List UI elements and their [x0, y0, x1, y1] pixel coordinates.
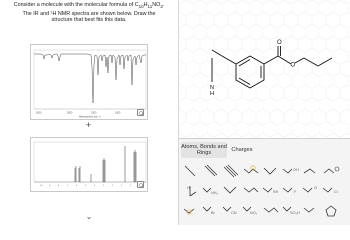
chain-tool-4[interactable]	[261, 203, 281, 219]
ir-spectrum-plot	[31, 45, 149, 121]
oxygen-chain-tool[interactable]	[241, 163, 261, 179]
chain-tool-2[interactable]	[261, 163, 281, 179]
atom-o-ketone: O	[277, 40, 282, 46]
chain-icon	[321, 183, 341, 199]
nh2-tool[interactable]	[201, 183, 221, 199]
chain-icon	[321, 163, 341, 179]
chevron-down-icon[interactable]: ⌄	[85, 212, 93, 221]
ir-tick-2000: 2000	[67, 111, 73, 115]
br-label: Br	[211, 211, 215, 215]
triple-bond-icon	[221, 163, 241, 179]
oh-label: OH	[293, 168, 299, 172]
chain-icon	[261, 203, 281, 219]
oh-tool[interactable]	[281, 163, 301, 179]
expand-icon	[138, 110, 145, 117]
svg-text:9: 9	[49, 185, 51, 187]
pentagon-ring-icon	[321, 203, 341, 219]
cn-tool[interactable]	[221, 203, 241, 219]
chain-icon	[181, 203, 201, 219]
chain-icon	[281, 183, 301, 199]
molecule-drawing	[179, 0, 350, 138]
ester-tool[interactable]	[321, 163, 341, 179]
single-bond-icon	[181, 163, 201, 179]
br-tool[interactable]	[201, 203, 221, 219]
h-label: H	[187, 186, 190, 190]
so3h-label: SO₃H	[290, 211, 300, 215]
chain-icon	[221, 183, 241, 199]
drawing-canvas[interactable]	[178, 0, 350, 138]
f-tool[interactable]	[281, 183, 301, 199]
ch-tool[interactable]	[221, 183, 241, 199]
o-label: O	[314, 186, 317, 190]
chain-tool-5[interactable]	[301, 203, 321, 219]
structure-editor	[178, 0, 350, 225]
o-ring-tool[interactable]	[181, 203, 201, 219]
svg-text:10: 10	[40, 185, 43, 187]
tab-atoms-bonds-rings[interactable]: Atoms, Bonds and Rings	[181, 143, 227, 156]
double-bond-icon	[201, 163, 221, 179]
add-button[interactable]: +	[85, 120, 92, 130]
svg-text:8: 8	[58, 185, 60, 187]
ketone-tool[interactable]	[301, 163, 321, 179]
svg-text:7: 7	[67, 185, 69, 187]
cyclopentane-tool[interactable]	[321, 203, 341, 219]
ir-tick-1500: 1500	[91, 111, 97, 115]
nmr-zoom-button[interactable]	[137, 181, 144, 188]
chain-icon	[301, 203, 321, 219]
atom-h: H	[210, 91, 214, 97]
nmr-tick-labels	[40, 185, 132, 187]
cl-label: Cl	[334, 190, 338, 194]
f-label: F	[294, 190, 297, 194]
nmr-spectrum-plot	[31, 138, 149, 193]
svg-text:2: 2	[112, 185, 114, 187]
atom-n: N	[210, 85, 214, 91]
problem-panel	[0, 0, 178, 225]
svg-text:4: 4	[94, 185, 96, 187]
chain-tool-3[interactable]	[241, 183, 261, 199]
double-bond-tool[interactable]	[201, 163, 221, 179]
nh2-label: NH₂	[211, 191, 218, 195]
chain-icon	[261, 163, 281, 179]
expand-icon	[138, 182, 145, 189]
nmr-spectrum-card[interactable]	[30, 137, 148, 192]
svg-text:1: 1	[121, 185, 123, 187]
single-bond-tool[interactable]	[181, 163, 201, 179]
sh-tool[interactable]	[261, 183, 281, 199]
chain-icon	[241, 183, 261, 199]
svg-text:3: 3	[103, 185, 105, 187]
cl-tool[interactable]	[321, 183, 341, 199]
triple-bond-tool[interactable]	[221, 163, 241, 179]
so3h-tool[interactable]	[281, 203, 301, 219]
tab-charges[interactable]: Charges	[231, 146, 253, 153]
sh-label: SH	[273, 190, 279, 194]
svg-text:0: 0	[130, 185, 132, 187]
svg-text:5: 5	[85, 185, 87, 187]
question-text	[2, 2, 176, 24]
cn-label: CN	[231, 211, 237, 215]
chain-icon	[301, 183, 321, 199]
no2-tool[interactable]	[241, 203, 261, 219]
h-tool[interactable]	[181, 183, 201, 199]
ir-tick-3000: 3000	[36, 111, 42, 115]
o-tool[interactable]	[301, 183, 321, 199]
question-line-3: structure that best fits this data.	[51, 17, 127, 24]
nmr-peaks	[75, 146, 136, 182]
toolbox	[178, 138, 350, 225]
atom-o-ester: O	[290, 62, 296, 69]
chain-icon	[241, 163, 261, 179]
no2-label: NO₂	[250, 211, 258, 215]
ir-x-axis-label: Wavenumber (cm⁻¹)	[79, 115, 101, 119]
ir-tick-1000: 1000	[115, 111, 121, 115]
ir-spectrum-card[interactable]	[30, 44, 148, 120]
question-line-1: Consider a molecule with the molecular formula of $C_{10}H_{11}NO_2$.	[13, 2, 165, 10]
chain-icon	[301, 163, 321, 179]
chain-icon	[181, 183, 201, 199]
ir-zoom-button[interactable]	[137, 109, 144, 116]
question-line-2: The IR and ¹H NMR spectra are shown below. Draw the	[22, 10, 156, 17]
svg-text:6: 6	[76, 185, 78, 187]
